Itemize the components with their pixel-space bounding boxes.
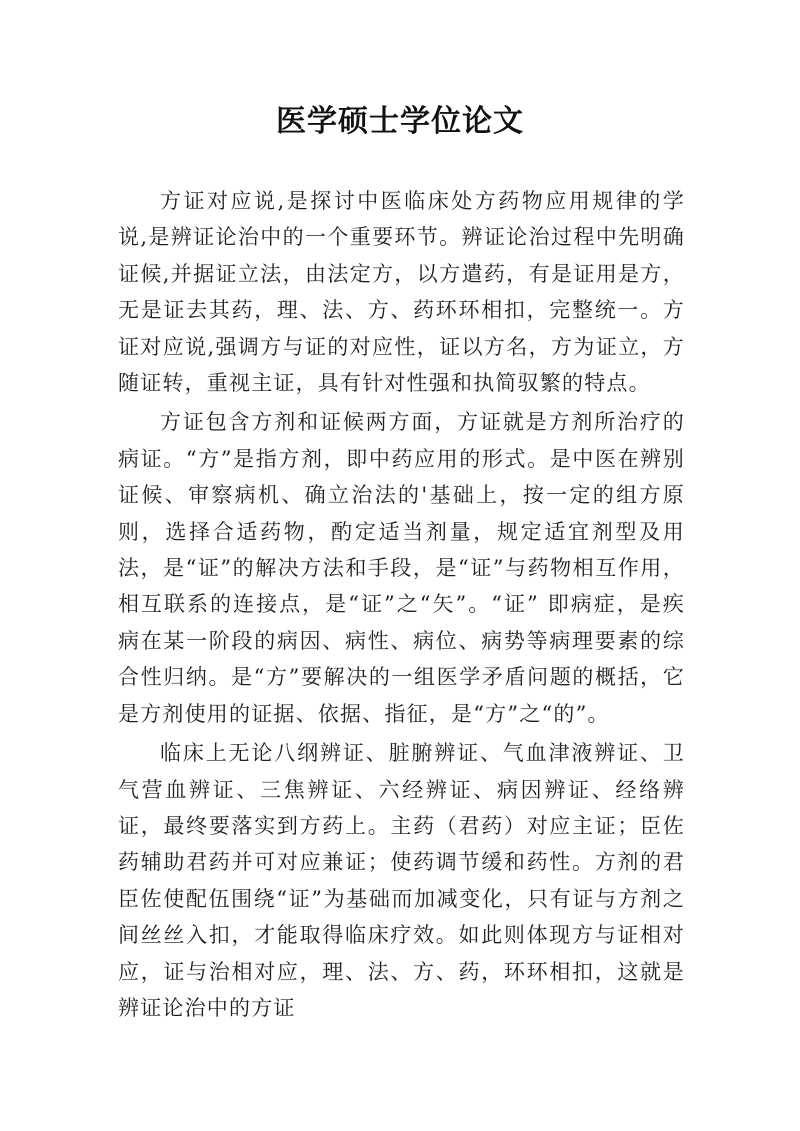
document-title: 医学硕士学位论文 xyxy=(276,104,524,139)
paragraph-1: 方证对应说,是探讨中医临床处方药物应用规律的学说,是辨证论治中的一个重要环节。辨证论治过程中先明确证候,并据证立法，由法定方，以方遣药，有是证用是方，无是证去其药，理、法、方、药环环相扣，完整统一。方证对应说,强调方与证的对应性，证以方名，方为证立，方随证转，重视主证，具有针对性强和执简驭繁的特点。 xyxy=(118,189,685,396)
paragraph-3: 临床上无论八纲辨证、脏腑辨证、气血津液辨证、卫气营血辨证、三焦辨证、六经辨证、病因辨证、经络辨证，最终要落实到方药上。主药（君药）对应主证；臣佐药辅助君药并可对应兼证；使药调节缓和药性。方剂的君臣佐使配伍围绕“证”为基础而加减变化，只有证与方剂之间丝丝入扣，才能取得临床疗效。如此则体现方与证相对应，证与治相对应，理、法、方、药，环环相扣，这就是辨证论治中的方证 xyxy=(118,741,685,1020)
paragraph-2: 方证包含方剂和证候两方面，方证就是方剂所治疗的病证。“方”是指方剂，即中药应用的形式。是中医在辨别证候、审察病机、确立治法的'基础上，按一定的组方原则，选择合适药物，酌定适当剂量，规定适宜剂型及用法，是“证”的解决方法和手段，是“证”与药物相互作用，相互联系的连接点，是“证”之“矢”。“证” 即病症，是疾病在某一阶段的病因、病性、病位、病势等病理要素的综合性归纳。是“方”要解决的一组医学矛盾问题的概括，它是方剂使用的证据、依据、指征，是“方”之“的”。 xyxy=(118,410,685,726)
document-body xyxy=(118,183,685,1026)
